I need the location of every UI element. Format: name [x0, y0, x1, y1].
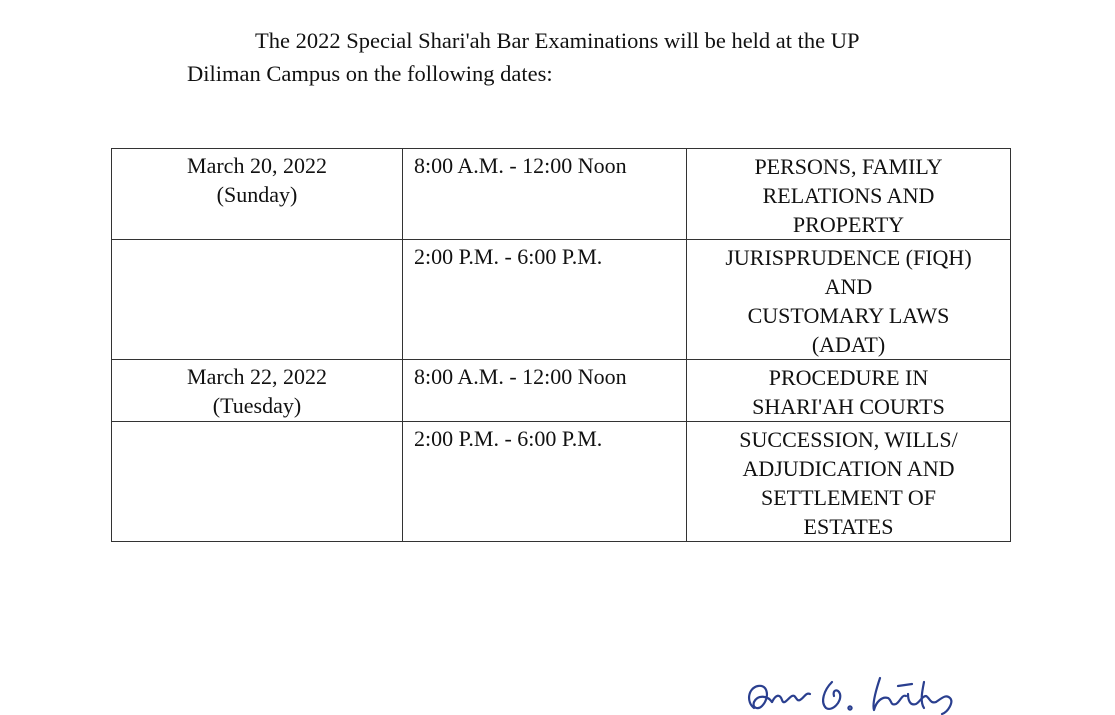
subject-line: JURISPRUDENCE (FIQH)	[725, 245, 972, 270]
exam-schedule-table	[111, 148, 1011, 542]
table-row	[112, 149, 1011, 240]
date-cell	[112, 149, 403, 240]
exam-time: 8:00 A.M. - 12:00 Noon	[414, 153, 627, 178]
time-cell	[403, 240, 687, 360]
subject-line: CUSTOMARY LAWS	[747, 303, 950, 328]
time-cell	[403, 360, 687, 422]
exam-time: 2:00 P.M. - 6:00 P.M.	[414, 426, 603, 451]
subject-line: ADJUDICATION AND	[742, 456, 955, 481]
subject-line: RELATIONS AND	[762, 183, 935, 208]
time-cell	[403, 422, 687, 542]
time-cell	[403, 149, 687, 240]
intro-line-1: The 2022 Special Shari'ah Bar Examinations will be held at the UP	[255, 28, 860, 53]
date-cell	[112, 422, 403, 542]
table-row	[112, 422, 1011, 542]
subject-cell	[687, 422, 1011, 542]
subject-line: SETTLEMENT OF	[761, 485, 936, 510]
exam-day: (Tuesday)	[212, 393, 302, 418]
subject-line: (ADAT)	[811, 332, 886, 357]
table-row	[112, 240, 1011, 360]
exam-time: 2:00 P.M. - 6:00 P.M.	[414, 244, 603, 269]
subject-line: SUCCESSION, WILLS/	[739, 427, 958, 452]
subject-line: PERSONS, FAMILY	[754, 154, 943, 179]
table-row	[112, 360, 1011, 422]
subject-line: ESTATES	[803, 514, 894, 539]
handwritten-signature	[740, 668, 970, 715]
intro-line-2: Diliman Campus on the following dates:	[187, 61, 553, 86]
date-cell	[112, 360, 403, 422]
subject-cell	[687, 360, 1011, 422]
subject-line: PROCEDURE IN	[768, 365, 929, 390]
subject-line: SHARI'AH COURTS	[752, 394, 945, 419]
intro-paragraph	[187, 24, 987, 90]
exam-day: (Sunday)	[216, 182, 298, 207]
exam-date: March 20, 2022	[187, 153, 327, 178]
exam-time: 8:00 A.M. - 12:00 Noon	[414, 364, 627, 389]
subject-line: AND	[824, 274, 873, 299]
subject-cell	[687, 149, 1011, 240]
subject-line: PROPERTY	[792, 212, 905, 237]
date-cell	[112, 240, 403, 360]
subject-cell	[687, 240, 1011, 360]
exam-date: March 22, 2022	[187, 364, 327, 389]
